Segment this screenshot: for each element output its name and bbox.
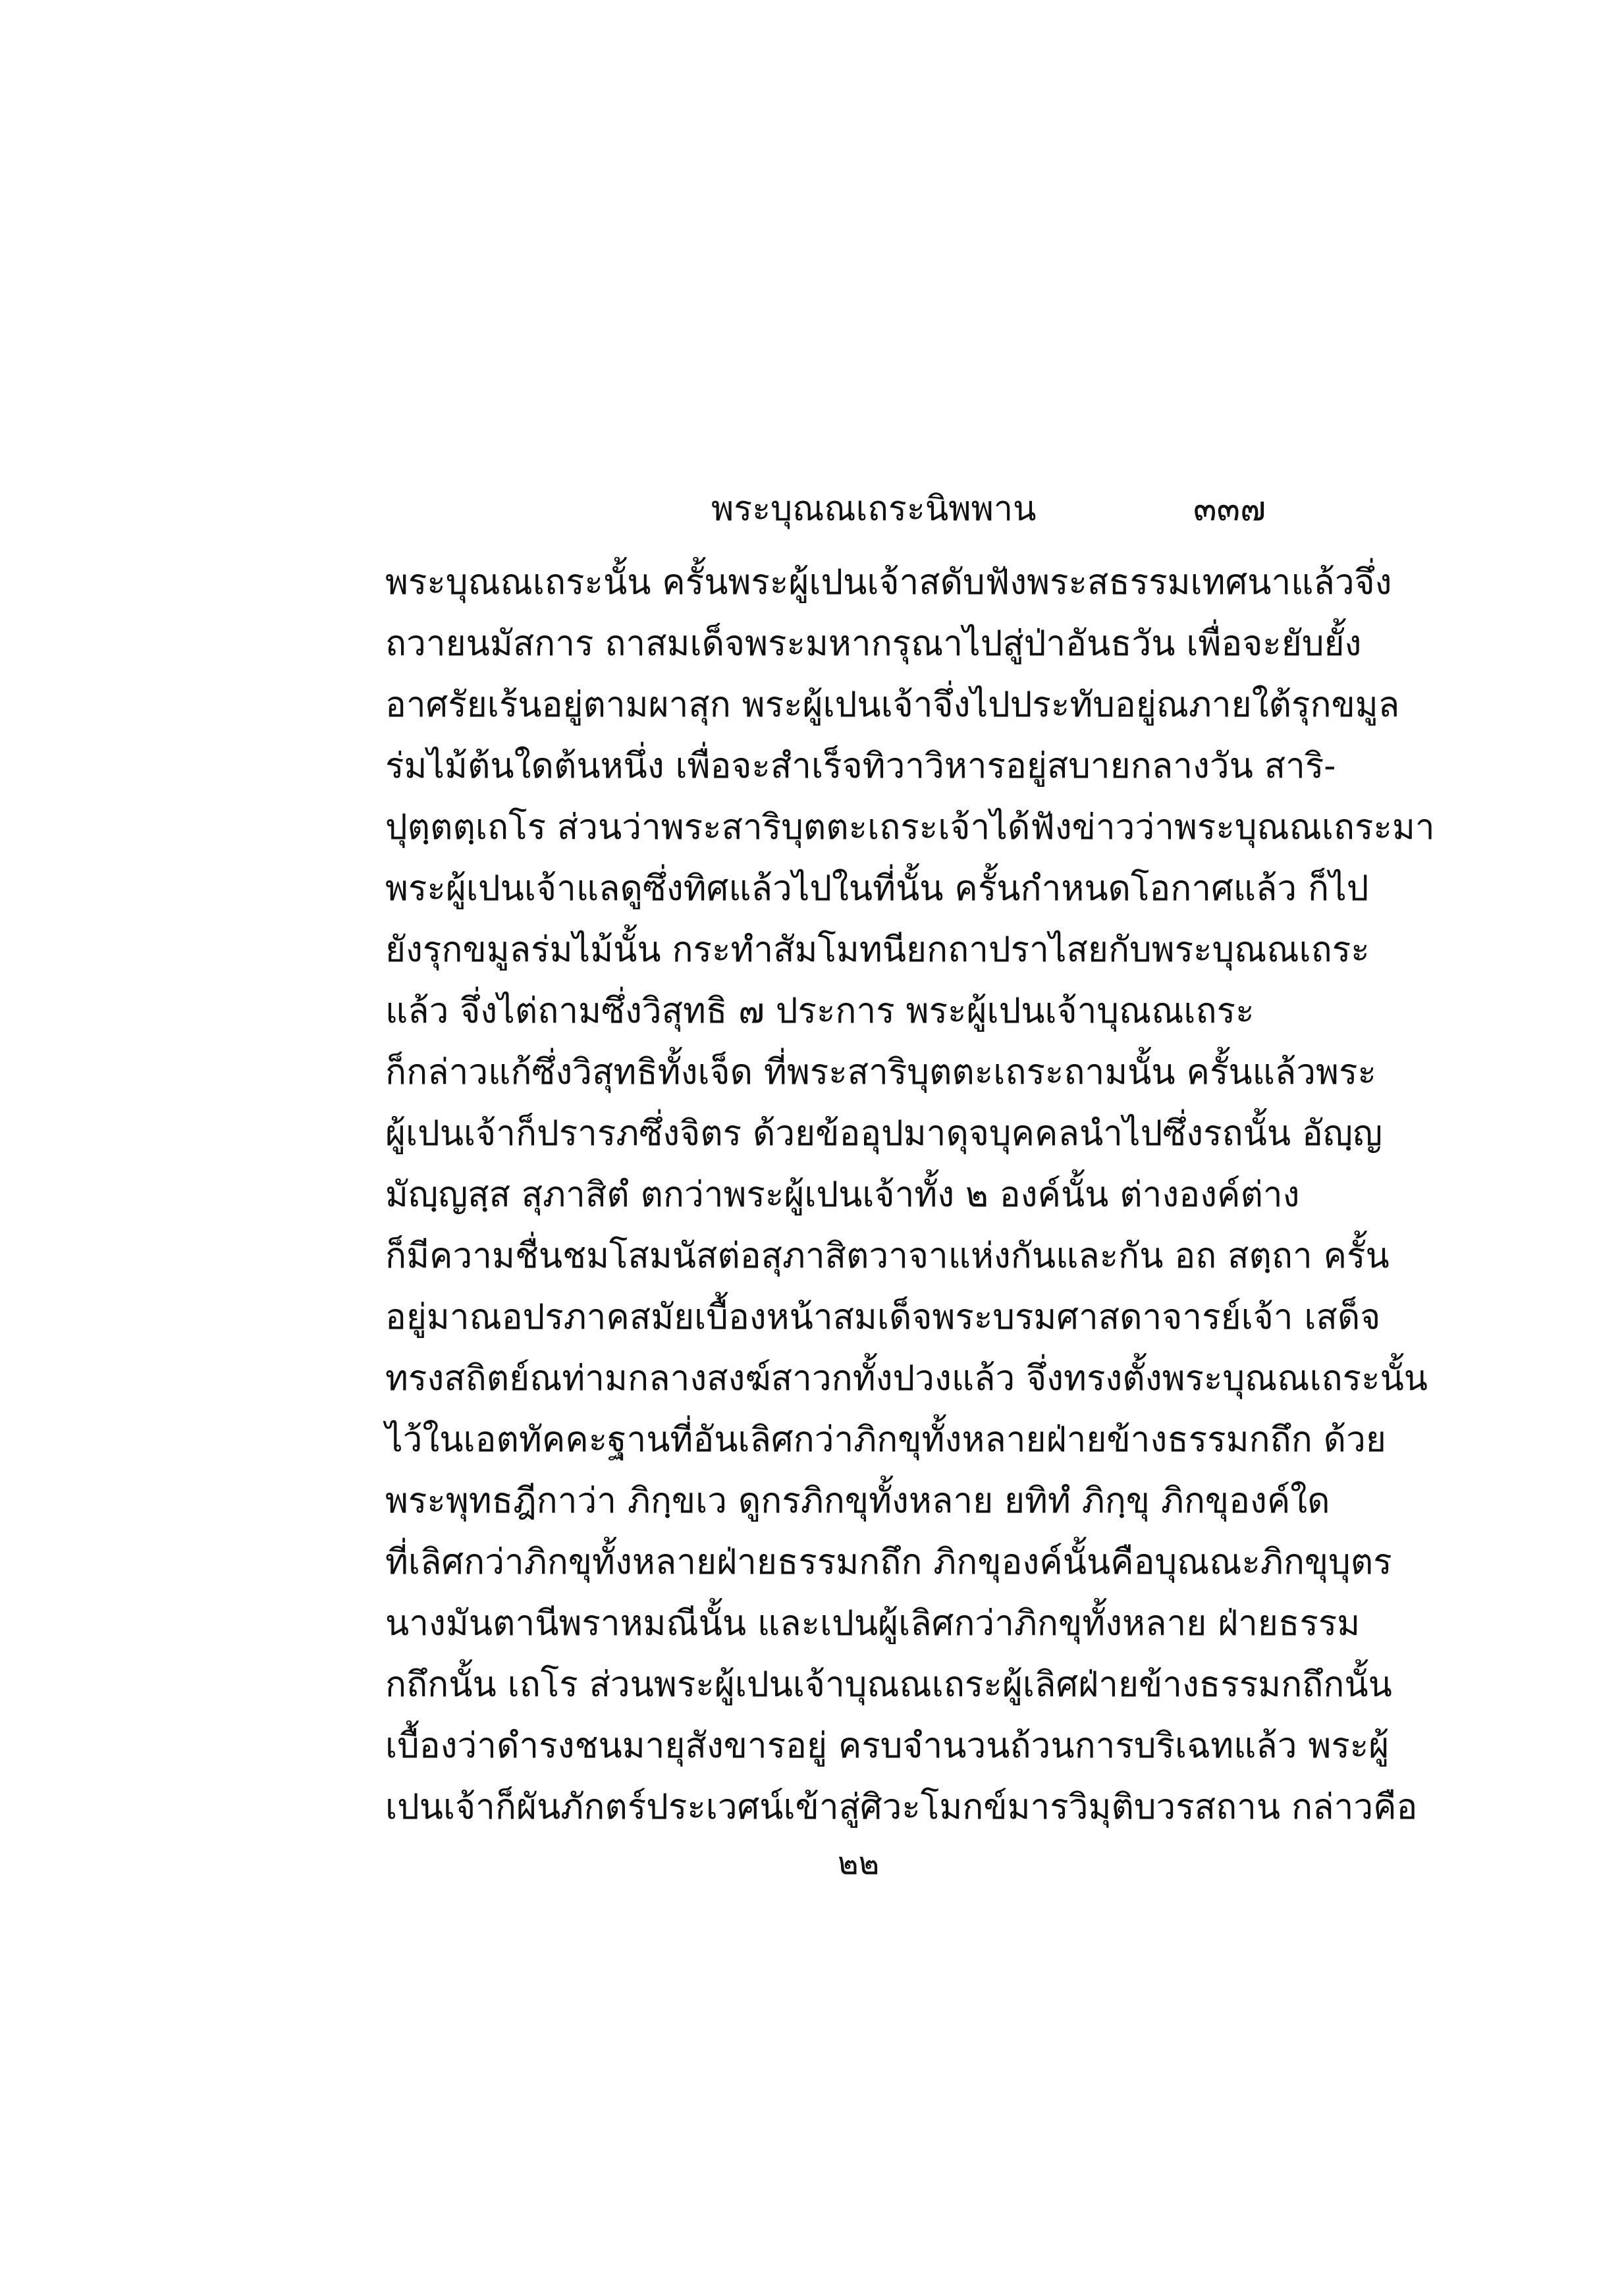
text-line: กถึกนั้น เถโร ส่วนพระผู้เปนเจ้าบุณณเถระผู้เลิศฝ่ายข้างธรรมกถึกนั้น [385,1665,1392,1705]
text-line: ทรงสถิตย์ณท่ามกลางสงฆ์สาวกทั้งปวงแล้ว จึ่งทรงตั้งพระบุณณเถระนั้น [385,1358,1428,1399]
text-line: ที่เลิศกว่าภิกขุทั้งหลายฝ่ายธรรมกถึก ภิกขุองค์นั้นคือบุณณะภิกขุบุตร [385,1542,1392,1582]
text-line: ไว้ในเอตทัคคะฐานที่อันเลิศกว่าภิกขุทั้งหลายฝ่ายข้างธรรมกถึก ด้วย [385,1420,1386,1460]
text-line: ผู้เปนเจ้าก็ปรารภซึ่งจิตร ด้วยข้ออุปมาดุจบุคคลนำไปซึ่งรถนั้น อัญฺญ [385,1113,1383,1154]
text-line: พระผู้เปนเจ้าแลดูซึ่งทิศแล้วไปในที่นั้น ครั้นกำหนดโอกาศแล้ว ก็ไป [385,868,1369,909]
text-line: เปนเจ้าก็ผันภักตร์ประเวศน์เข้าสู่ศิวะโมกข์มารวิมุติบวรสถาน กล่าวคือ [385,1787,1418,1827]
text-line: นางมันตานีพราหมณีนั้น และเปนผู้เลิศกว่าภิกขุทั้งหลาย ฝ่ายธรรม [385,1603,1361,1643]
signature-mark: ๒๒ [838,1845,880,1882]
text-line: ก็กล่าวแก้ซึ่งวิสุทธิทั้งเจ็ด ที่พระสาริบุตตะเถระถามนั้น ครั้นแล้วพระ [385,1052,1376,1092]
text-line: มัญฺญสฺส สุภาสิตํ ตกว่าพระผู้เปนเจ้าทั้ง ๒ องค์นั้น ต่างองค์ต่าง [385,1175,1300,1215]
text-line: พระพุทธฎีกาว่า ภิกฺขเว ดูกรภิกขุทั้งหลาย ยทิทํ ภิกฺขุ ภิกขุองค์ใด [385,1481,1330,1521]
text-line: พระบุณณเถระนั้น ครั้นพระผู้เปนเจ้าสดับฟังพระสธรรมเทศนาแล้วจึ่ง [385,562,1392,602]
running-head-title: พระบุณณเถระนิพพาน [711,489,1037,529]
text-line: ยังรุกขมูลร่มไม้นั้น กระทำสัมโมทนียกถาปราไสยกับพระบุณณเถระ [385,930,1370,970]
text-line: แล้ว จึ่งไต่ถามซึ่งวิสุทธิ ๗ ประการ พระผู้เปนเจ้าบุณณเถระ [385,991,1255,1031]
text-line: ก็มีความชื่นชมโสมนัสต่อสุภาสิตวาจาแห่งกันและกัน อถ สตฺถา ครั้น [385,1236,1390,1276]
text-line: อาศรัยเร้นอยู่ตามผาสุก พระผู้เปนเจ้าจึ่งไปประทับอยู่ณภายใต้รุกขมูล [385,685,1400,725]
body-text [385,552,1435,1838]
text-line: อยู่มาณอปรภาคสมัยเบื้องหน้าสมเด็จพระบรมศาสดาจารย์เจ้า เสด็จ [385,1297,1381,1337]
text-line: ร่มไม้ต้นใดต้นหนึ่ง เพื่อจะสำเร็จทิวาวิหารอยู่สบายกลางวัน สาริ- [385,746,1336,786]
text-line: เบื้องว่าดำรงชนมายุสังขารอยู่ ครบจำนวนถ้วนการบริเฉทแล้ว พระผู้ [385,1726,1390,1766]
text-line: ถวายนมัสการ ถาสมเด็จพระมหากรุณาไปสู่ป่าอันธวัน เพื่อจะยับยั้ง [385,624,1362,664]
text-line: ปุตฺตตฺเถโร ส่วนว่าพระสาริบุตตะเถระเจ้าได้ฟังข่าวว่าพระบุณณเถระมา [385,807,1435,847]
page-number: ๓๓๗ [1193,489,1266,529]
